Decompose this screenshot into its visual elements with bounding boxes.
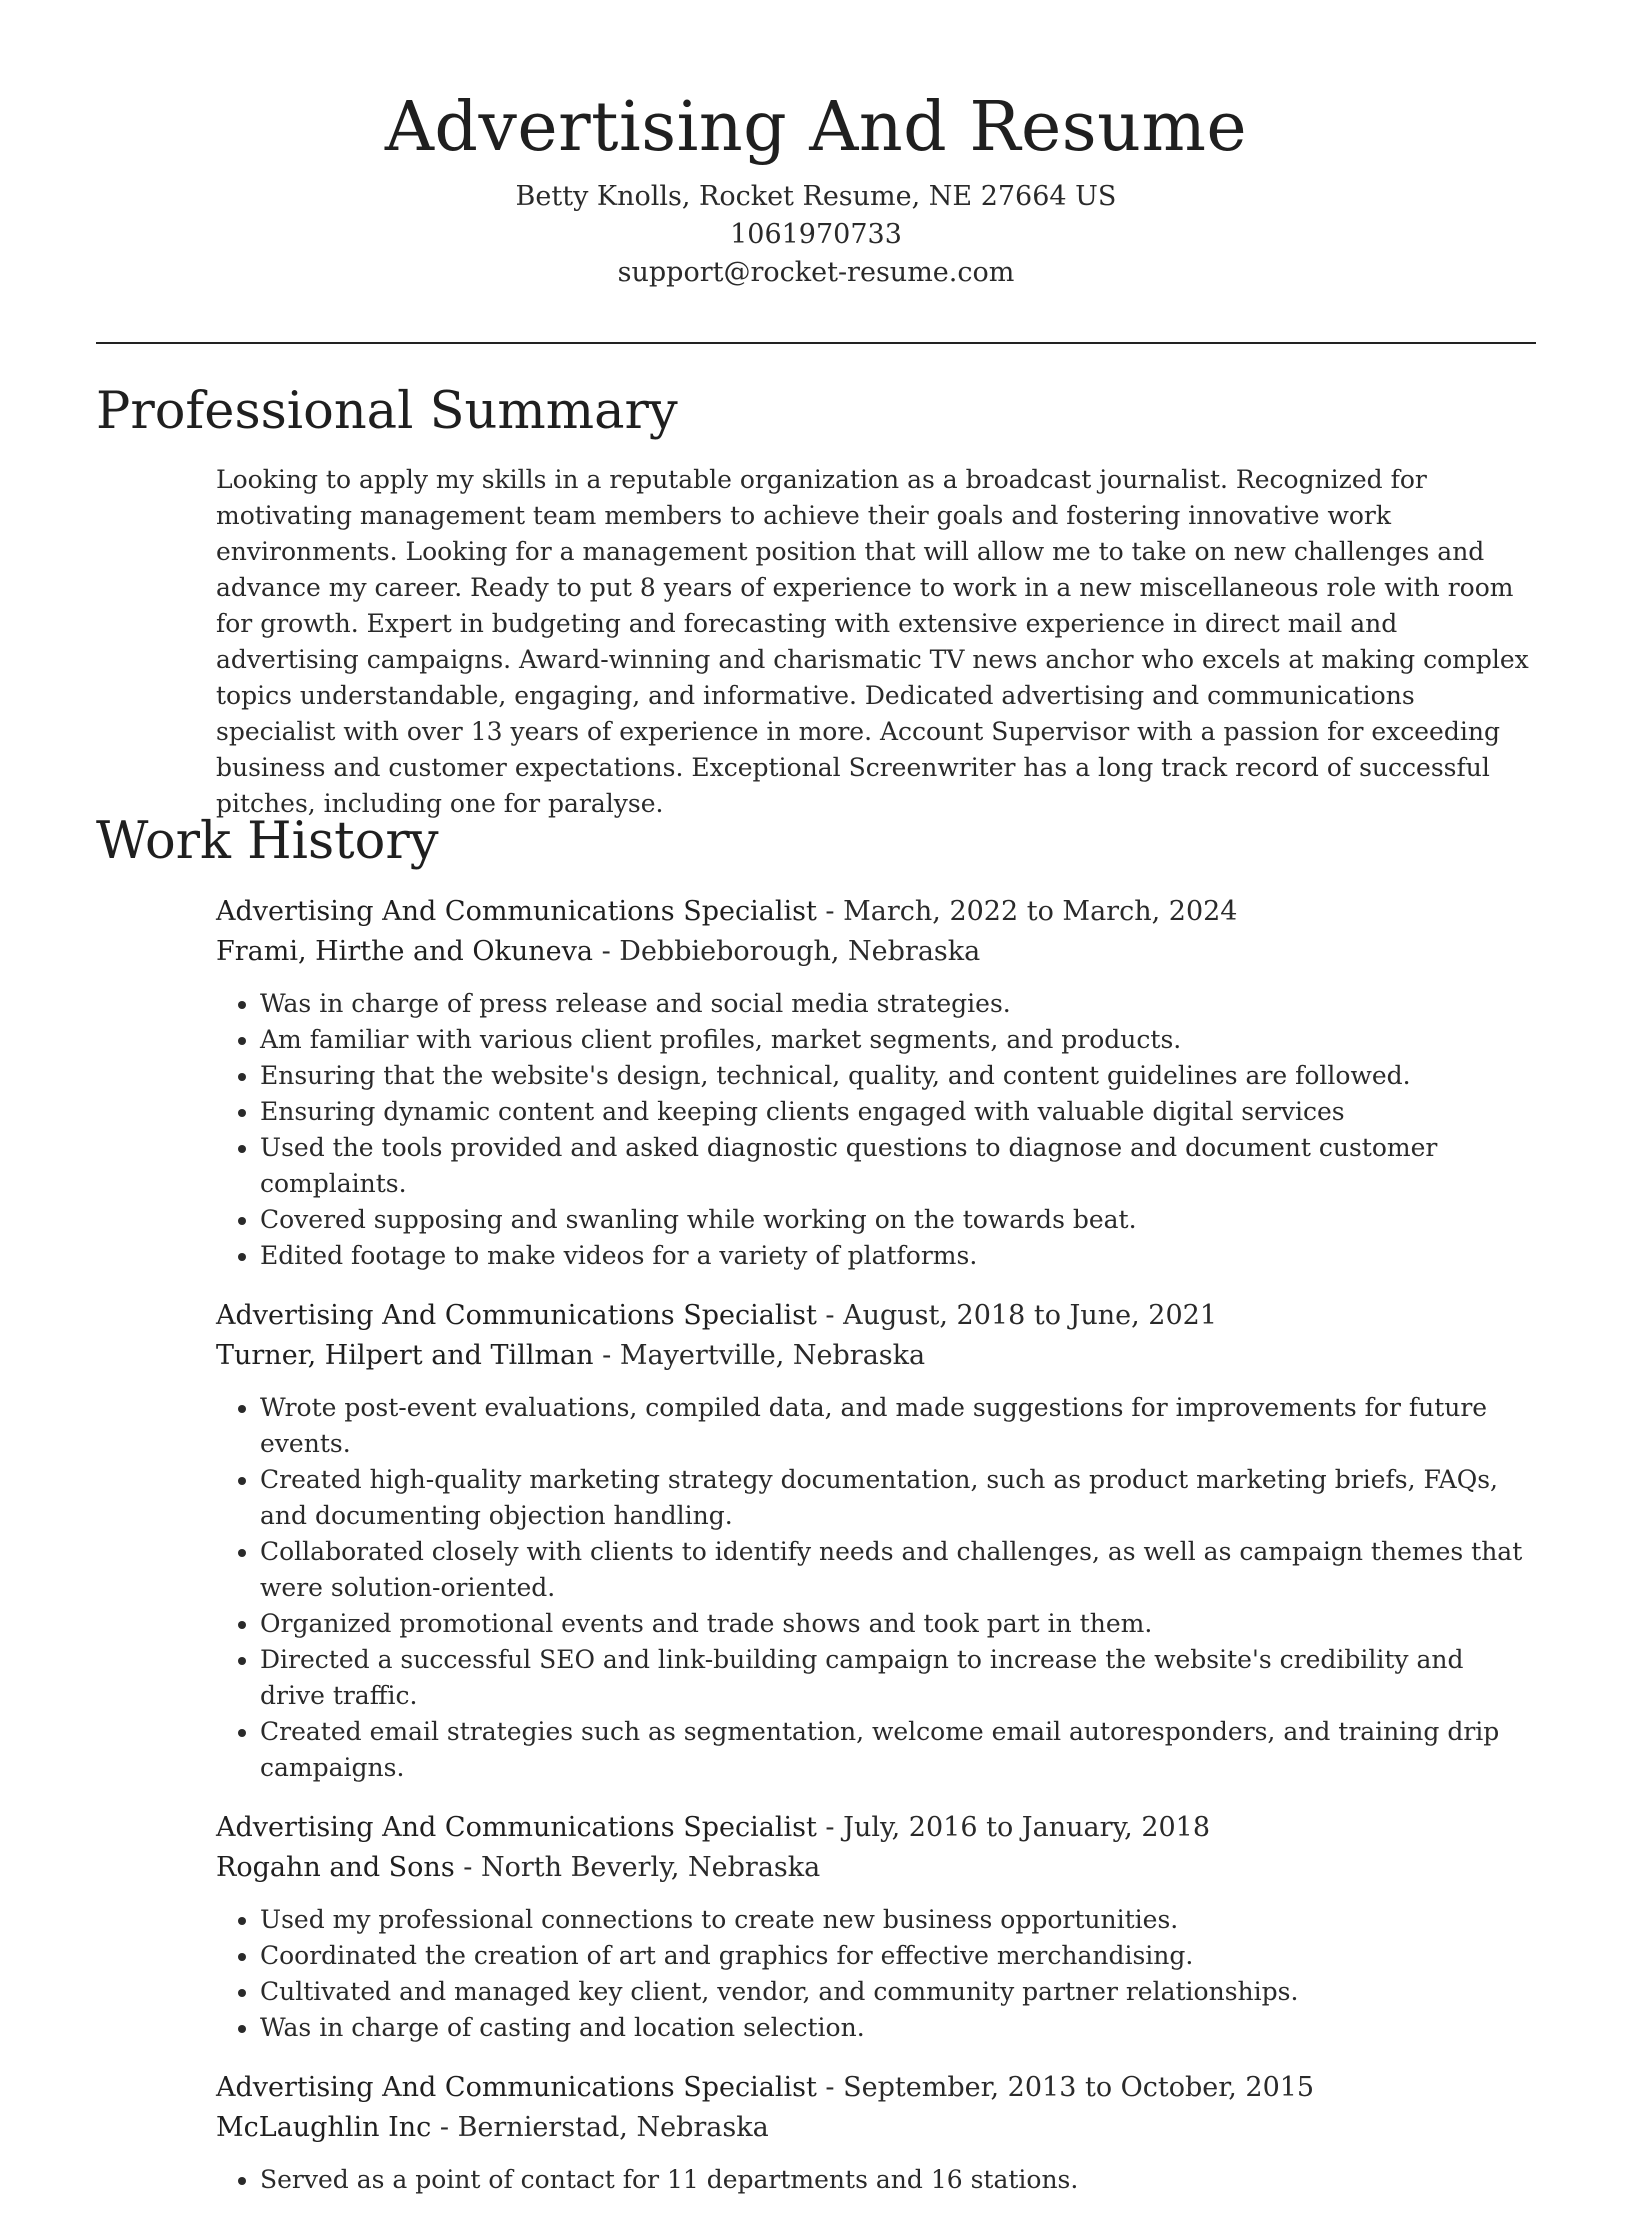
job-bullet: • Was in charge of casting and location selection. (260, 2010, 1536, 2046)
job-dates: September, 2013 to October, 2015 (843, 2072, 1315, 2103)
document-title: Advertising And Resume (384, 88, 1248, 167)
job-bullet: • Collaborated closely with clients to identify needs and challenges, as well as campaign themes that were solution-oriented. (260, 1534, 1536, 1606)
separator: - (816, 1812, 844, 1843)
job-bullet: • Organized promotional events and trade shows and took part in them. (260, 1606, 1536, 1642)
job-bullet: • Served as a point of contact for 11 departments and 16 stations. (260, 2162, 1536, 2198)
job-dates: August, 2018 to June, 2021 (843, 1300, 1217, 1331)
job-location: Debbieborough, Nebraska (619, 936, 981, 967)
job-bullet: • Cultivated and managed key client, vendor, and community partner relationships. (260, 1974, 1536, 2010)
job-bullet: • Coordinated the creation of art and graphics for effective merchandising. (260, 1938, 1536, 1974)
separator: - (816, 896, 844, 927)
separator: - (431, 2112, 458, 2143)
job-role: Advertising And Communications Specialist (216, 1300, 817, 1331)
job-bullet: • Used my professional connections to create new business opportunities. (260, 1902, 1536, 1938)
job-entry (216, 1296, 1536, 1786)
job-bullet: • Created email strategies such as segmentation, welcome email autoresponders, and training drip campaigns. (260, 1714, 1536, 1786)
job-bullet-list (216, 2162, 1536, 2198)
job-location: Mayertville, Nebraska (619, 1340, 926, 1371)
job-title-line (216, 1296, 1536, 1336)
separator: - (816, 1300, 844, 1331)
separator: - (593, 936, 620, 967)
job-dates: March, 2022 to March, 2024 (843, 896, 1238, 927)
job-bullet: • Am familiar with various client profiles, market segments, and products. (260, 1022, 1536, 1058)
job-location: Bernierstad, Nebraska (457, 2112, 769, 2143)
separator: - (816, 2072, 844, 2103)
job-dates: July, 2016 to January, 2018 (843, 1812, 1211, 1843)
job-role: Advertising And Communications Specialist (216, 1812, 817, 1843)
job-bullet-list (216, 986, 1536, 1274)
separator: - (454, 1852, 481, 1883)
contact-email: support@rocket-resume.com (617, 257, 1015, 288)
job-company: McLaughlin Inc (216, 2112, 432, 2143)
job-bullet: • Covered supposing and swanling while working on the towards beat. (260, 1202, 1536, 1238)
resume-header (0, 0, 1632, 292)
contact-block (0, 178, 1632, 292)
job-bullet: • Wrote post-event evaluations, compiled data, and made suggestions for improvements for future events. (260, 1390, 1536, 1462)
job-entry (216, 892, 1536, 1274)
job-bullet: • Directed a successful SEO and link-building campaign to increase the website's credibility and drive traffic. (260, 1642, 1536, 1714)
contact-address: Betty Knolls, Rocket Resume, NE 27664 US (515, 181, 1117, 212)
job-bullet: • Ensuring that the website's design, technical, quality, and content guidelines are followed. (260, 1058, 1536, 1094)
job-role: Advertising And Communications Specialist (216, 2072, 817, 2103)
professional-summary-text: Looking to apply my skills in a reputable organization as a broadcast journalist. Recognized for motivating management team members to achieve their goals and fostering innovative work environments. Looking for a management position that will allow me to take on new challenges and advance my career. Ready to put 8 years of experience to work in a new miscellaneous role with room for growth. Expert in budgeting and forecasting with extensive experience in direct mail and advertising campaigns. Award-winning and charismatic TV news anchor who excels at making complex topics understandable, engaging, and informative. Dedicated advertising and communications specialist with over 13 years of experience in more. Account Supervisor with a passion for exceeding business and customer expectations. Exceptional Screenwriter has a long track record of successful pitches, including one for paralyse. (216, 465, 1529, 818)
section-title-work-history: Work History (96, 812, 439, 871)
job-title-line (216, 892, 1536, 932)
job-bullet-list (216, 1390, 1536, 1786)
job-company-line (216, 2108, 1536, 2148)
job-bullet: • Ensuring dynamic content and keeping clients engaged with valuable digital services (260, 1094, 1536, 1130)
job-role: Advertising And Communications Specialist (216, 896, 817, 927)
section-title-professional-summary: Professional Summary (96, 382, 678, 441)
job-company-line (216, 932, 1536, 972)
job-company-line (216, 1848, 1536, 1888)
job-bullet: • Used the tools provided and asked diagnostic questions to diagnose and document customer complaints. (260, 1130, 1536, 1202)
job-title-line (216, 2068, 1536, 2108)
header-divider (96, 342, 1536, 344)
job-company: Rogahn and Sons (216, 1852, 455, 1883)
job-entry (216, 1808, 1536, 2046)
job-location: North Beverly, Nebraska (480, 1852, 821, 1883)
job-company-line (216, 1336, 1536, 1376)
job-bullet: • Was in charge of press release and social media strategies. (260, 986, 1536, 1022)
job-company: Turner, Hilpert and Tillman (216, 1340, 594, 1371)
job-company: Frami, Hirthe and Okuneva (216, 936, 593, 967)
job-bullet: • Created high-quality marketing strategy documentation, such as product marketing briefs, FAQs, and documenting objection handling. (260, 1462, 1536, 1534)
job-bullet-list (216, 1902, 1536, 2046)
separator: - (593, 1340, 620, 1371)
job-bullet: • Edited footage to make videos for a variety of platforms. (260, 1238, 1536, 1274)
work-history-list (216, 892, 1536, 2220)
job-title-line (216, 1808, 1536, 1848)
contact-phone: 1061970733 (730, 219, 902, 250)
job-entry (216, 2068, 1536, 2198)
